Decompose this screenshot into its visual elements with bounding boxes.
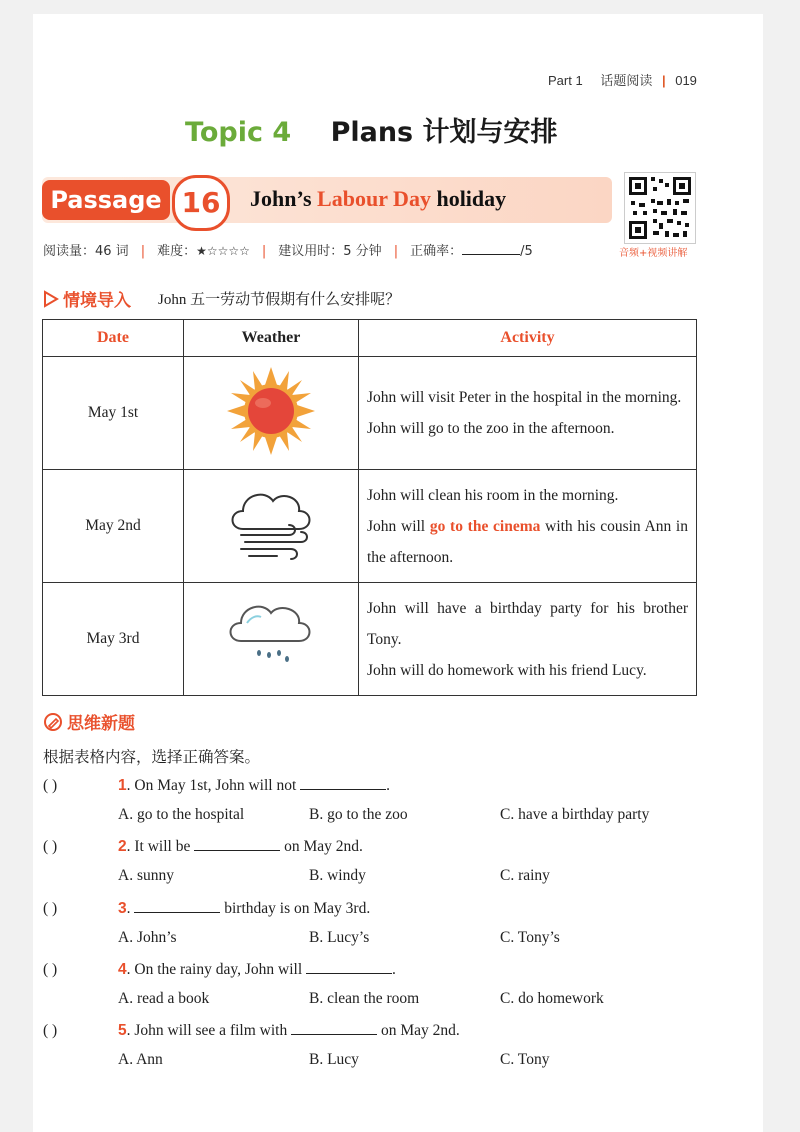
answer-blank[interactable] [300, 775, 386, 790]
intro-heading [43, 286, 131, 313]
meta-divider: | [261, 244, 267, 259]
question-1 [43, 775, 390, 795]
passage-title-post: holiday [430, 186, 507, 211]
play-triangle-icon [43, 290, 59, 313]
sun-icon [223, 363, 319, 459]
option-a[interactable]: A. read a book [118, 990, 210, 1007]
table-row [43, 583, 697, 696]
activity-line: John will do homework with his friend Lucy. [367, 661, 647, 679]
schedule-table [42, 319, 697, 696]
page-number: 019 [675, 73, 697, 88]
word-count: 阅读量：46 词 [43, 244, 129, 259]
answer-blank[interactable] [291, 1020, 377, 1035]
question-text: birthday is on May 3rd. [220, 900, 371, 917]
answer-paren[interactable]: ( ) [43, 838, 58, 855]
answer-blank[interactable] [194, 836, 280, 851]
option-c[interactable]: C. Tony’s [500, 929, 560, 946]
question-3 [43, 898, 370, 918]
question-text: . John will see a film with [126, 1022, 292, 1039]
passage-label: Passage [42, 180, 170, 220]
weather-cell [184, 357, 359, 470]
header-divider: | [661, 73, 666, 88]
difficulty-label: 难度： [157, 244, 197, 259]
option-a[interactable]: A. sunny [118, 867, 174, 884]
date-cell: May 3rd [43, 583, 184, 696]
rain-cloud-icon [221, 597, 321, 677]
difficulty-stars: ★☆☆☆☆ [196, 244, 250, 258]
question-text: . On the rainy day, John will [126, 961, 306, 978]
part-label: Part 1 [548, 73, 583, 88]
option-b[interactable]: B. go to the zoo [309, 806, 408, 823]
question-2 [43, 836, 363, 856]
activity-line: John will have a birthday party for his brother Tony. [367, 599, 688, 648]
activity-cell [359, 470, 697, 583]
question-text: on May 2nd. [377, 1022, 460, 1039]
answer-paren[interactable]: ( ) [43, 900, 58, 917]
header-weather: Weather [184, 320, 359, 357]
answer-paren[interactable]: ( ) [43, 777, 58, 794]
intro-heading-text: 情境导入 [63, 291, 131, 311]
weather-cell [184, 583, 359, 696]
option-a[interactable]: A. John’s [118, 929, 177, 946]
question-text: . [392, 961, 396, 978]
activity-text: with his cousin Ann in the afternoon. [367, 517, 688, 566]
question-text: . It will be [126, 838, 195, 855]
option-b[interactable]: B. windy [309, 867, 366, 884]
passage-title [250, 186, 506, 212]
question-5 [43, 1020, 460, 1040]
accuracy-blank[interactable] [462, 240, 520, 255]
passage-number: 16 [172, 175, 230, 231]
answer-blank[interactable] [134, 898, 220, 913]
option-a[interactable]: A. go to the hospital [118, 806, 245, 823]
activity-text: John will [367, 517, 430, 535]
question-number: 3 [118, 900, 127, 917]
intro-text: John 五一劳动节假期有什么安排呢？ [158, 292, 401, 308]
option-c[interactable]: C. rainy [500, 867, 550, 884]
qr-code-icon[interactable] [624, 172, 696, 244]
question-number: 4 [118, 961, 127, 978]
topic-heading [185, 110, 558, 149]
table-header-row [43, 320, 697, 357]
table-row [43, 357, 697, 470]
accuracy-total: /5 [520, 244, 533, 259]
date-cell: May 2nd [43, 470, 184, 583]
topic-number: Topic 4 [185, 117, 292, 148]
passage-title-highlight: Labour Day [317, 186, 431, 211]
question-text: . On May 1st, John will not [126, 777, 301, 794]
question-4 [43, 959, 396, 979]
header-activity: Activity [359, 320, 697, 357]
option-b[interactable]: B. clean the room [309, 990, 420, 1007]
answer-paren[interactable]: ( ) [43, 1022, 58, 1039]
meta-divider: | [140, 244, 146, 259]
exercise-heading [43, 709, 135, 737]
question-text: on May 2nd. [280, 838, 363, 855]
suggested-time: 建议用时：5 分钟 [278, 244, 382, 259]
option-b[interactable]: B. Lucy [309, 1051, 359, 1068]
reading-meta [43, 240, 533, 259]
page-header [548, 70, 697, 89]
question-number: 1 [118, 777, 127, 794]
windy-cloud-icon [221, 479, 321, 569]
exercise-instruction: 根据表格内容，选择正确答案。 [43, 748, 261, 766]
section-label: 话题阅读 [600, 73, 653, 88]
activity-line: John will clean his room in the morning. [367, 486, 619, 504]
pencil-circle-icon [43, 712, 63, 737]
meta-divider: | [393, 244, 399, 259]
option-b[interactable]: B. Lucy’s [309, 929, 370, 946]
accuracy-label: 正确率： [410, 244, 463, 259]
option-c[interactable]: C. do homework [500, 990, 604, 1007]
header-date: Date [43, 320, 184, 357]
question-number: 5 [118, 1022, 127, 1039]
activity-highlight: go to the cinema [429, 517, 541, 535]
passage-title-pre: John’s [250, 186, 318, 211]
answer-paren[interactable]: ( ) [43, 961, 58, 978]
qr-label: 音频+视频讲解 [619, 248, 688, 259]
exercise-heading-text: 思维新题 [67, 714, 135, 734]
question-text: . [126, 900, 135, 917]
answer-blank[interactable] [306, 959, 392, 974]
option-c[interactable]: C. have a birthday party [500, 806, 650, 823]
activity-line: John will visit Peter in the hospital in the morning. [367, 389, 682, 406]
option-c[interactable]: C. Tony [500, 1051, 550, 1068]
activity-cell [359, 357, 697, 470]
option-a[interactable]: A. Ann [118, 1051, 163, 1068]
weather-cell [184, 470, 359, 583]
activity-line [367, 511, 688, 573]
topic-title: Plans 计划与安排 [330, 117, 558, 148]
table-row [43, 470, 697, 583]
date-cell: May 1st [43, 357, 184, 470]
activity-cell [359, 583, 697, 696]
question-text: . [386, 777, 391, 794]
question-number: 2 [118, 838, 127, 855]
activity-line: John will go to the zoo in the afternoon. [367, 420, 615, 437]
